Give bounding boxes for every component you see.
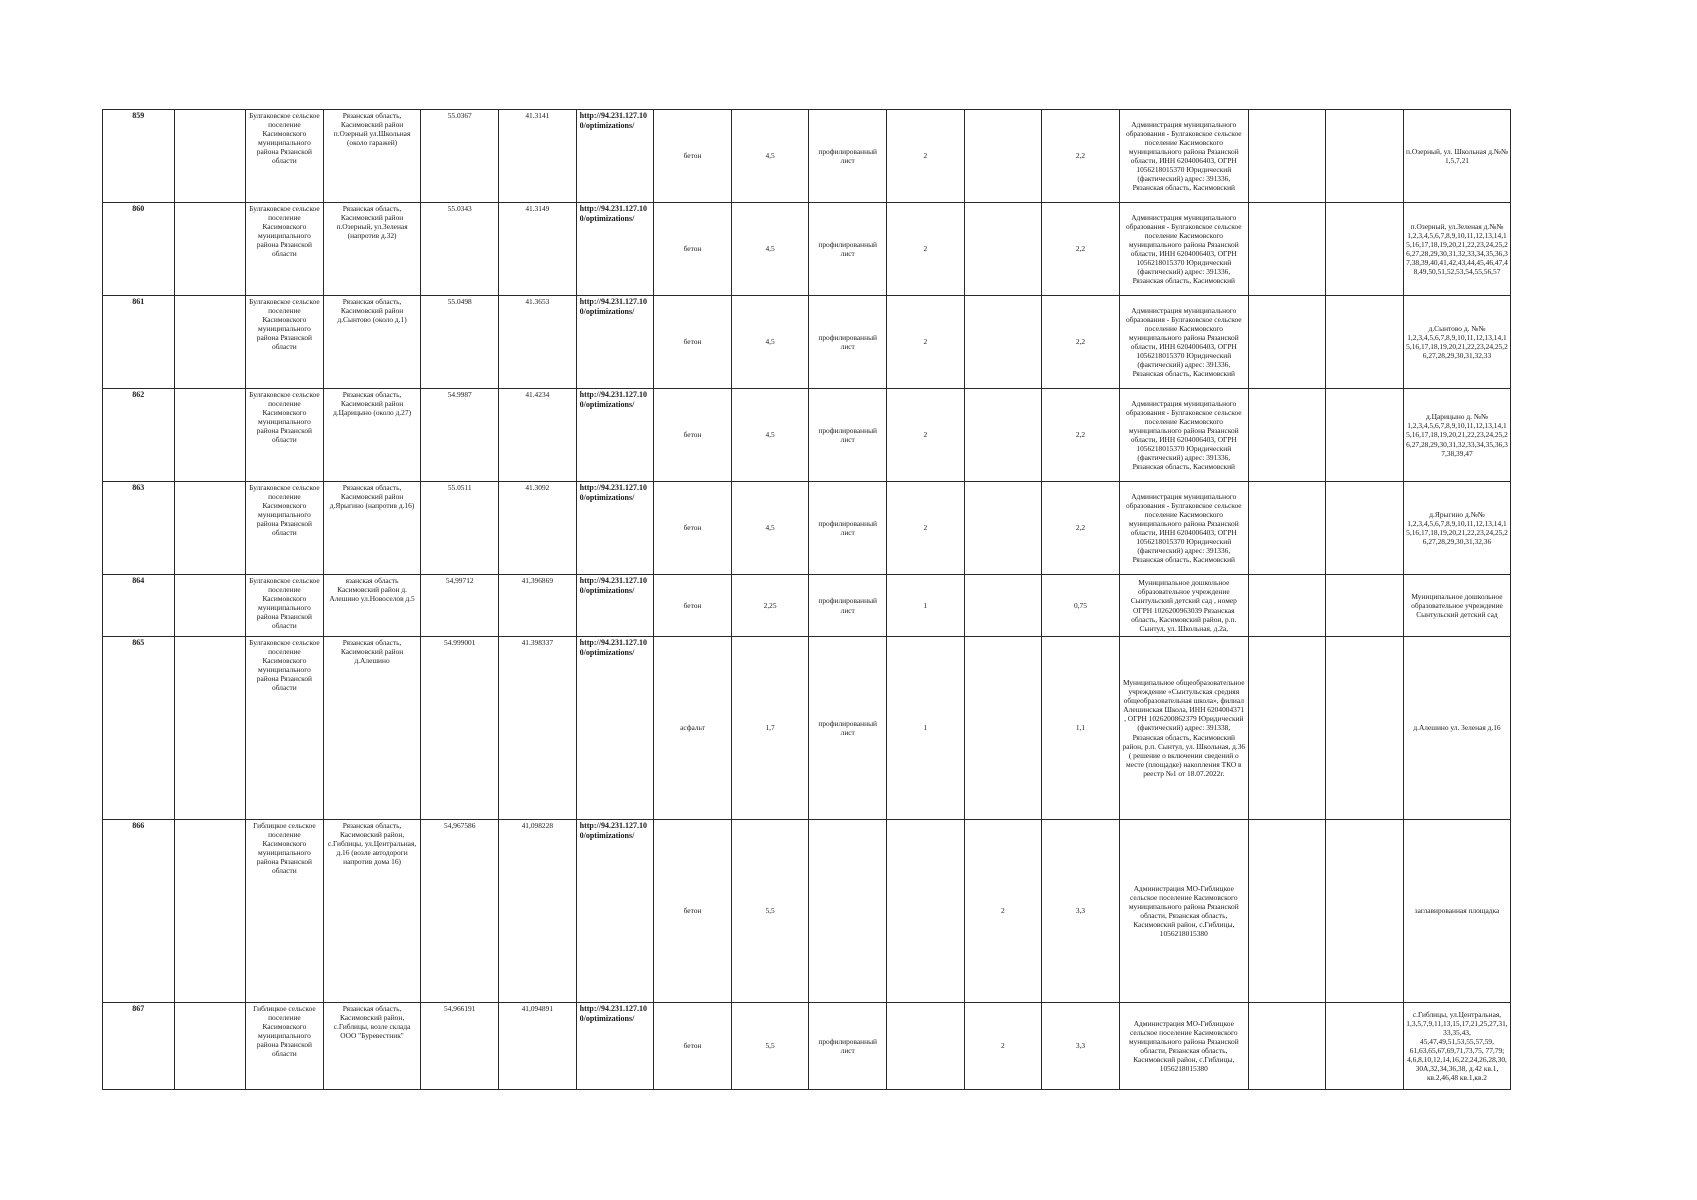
- bunker-count-cell: [964, 482, 1042, 575]
- empty-cell: [174, 820, 246, 1003]
- container-count-cell: [887, 820, 965, 1003]
- volume-text: 2,2: [1075, 151, 1086, 161]
- map-link-text: http://94.231.127.10 0/optimizations/: [579, 1004, 647, 1023]
- row-number-cell: [103, 637, 175, 820]
- surface-cell: [654, 203, 732, 296]
- owner-text: Администрация муниципального образования - Булгаковское сельское поселение Касимовского муниципального района Рязанской области, ИНН 6204006403, ОГРН 1056218015370 Юридический (фактический) адрес: 391336, Рязанская область, Касимовский: [1125, 398, 1242, 472]
- map-link-text: http://94.231.127.10 0/optimizations/: [579, 204, 647, 223]
- surface-text: бетон: [683, 906, 702, 916]
- row-number-text: 863: [132, 483, 145, 492]
- empty-cell: [1326, 820, 1404, 1003]
- address-cell: [323, 110, 421, 203]
- longitude-cell: [499, 575, 577, 637]
- area-text: 1,7: [765, 723, 775, 733]
- container-count-text: 2: [923, 337, 928, 347]
- fence-text: профилированный лист: [818, 518, 878, 537]
- fence-text: профилированный лист: [818, 332, 878, 351]
- volume-cell: [1042, 820, 1120, 1003]
- area-text: 4,5: [765, 244, 775, 254]
- empty-cell: [1248, 637, 1326, 820]
- latitude-cell: [421, 820, 499, 1003]
- longitude-text: 41.4234: [525, 390, 550, 399]
- surface-cell: [654, 575, 732, 637]
- fence-text: профилированный лист: [818, 425, 878, 444]
- area-text: 4,5: [765, 523, 775, 533]
- row-number-cell: [103, 389, 175, 482]
- waste-source-text: заглавированная площадка: [1414, 906, 1500, 916]
- latitude-cell: [421, 637, 499, 820]
- bunker-count-cell: [964, 1003, 1042, 1090]
- row-number-cell: [103, 482, 175, 575]
- container-count-text: 2: [923, 430, 928, 440]
- surface-text: бетон: [683, 1041, 702, 1051]
- area-text: 2,25: [763, 600, 777, 610]
- owner-text: Муниципальное дошкольное образовательное учреждение Сынтульский детский сад , номер ОГРН 1026200963039 Рязанская область, Касимовский район, р.п. Сынтул, ул. Школьная, д.2а,: [1130, 578, 1237, 633]
- latitude-text: 54,966191: [444, 1004, 476, 1013]
- volume-cell: [1042, 1003, 1120, 1090]
- address-cell: [323, 389, 421, 482]
- map-link-cell[interactable]: [576, 203, 654, 296]
- settlement-text: Булгаковское сельское поселение Касимовского муниципального района Рязанской области: [249, 638, 320, 693]
- area-cell: [731, 1003, 809, 1090]
- fence-cell: [809, 203, 887, 296]
- waste-source-cell: [1403, 820, 1510, 1003]
- settlement-cell: [246, 389, 324, 482]
- row-number-text: 866: [132, 821, 145, 830]
- settlement-cell: [246, 296, 324, 389]
- waste-source-text: п.Озерный, ул.Зеленая д.№№ 1,2,3,4,5,6,7,8,9,10,11,12,13,14,15,16,17,18,19,20,21,22,23,24,25,26,27,28,29,30,31,32,33,34,35,36,37,38,39,40,41,42,43,44,45,46,47,48,49,50,51,52,53,54,55,56,57: [1406, 221, 1508, 277]
- area-text: 4,5: [765, 337, 775, 347]
- row-number-text: 865: [132, 638, 145, 647]
- empty-cell: [1326, 575, 1404, 637]
- map-link-text: http://94.231.127.10 0/optimizations/: [579, 821, 647, 840]
- table-row: [103, 575, 1511, 637]
- row-number-text: 862: [132, 390, 145, 399]
- longitude-cell: [499, 820, 577, 1003]
- table-row: [103, 637, 1511, 820]
- volume-cell: [1042, 110, 1120, 203]
- address-text: Рязанская область, Касимовский район, с.Гиблицы, возле склада ООО "Буревестник": [333, 1004, 411, 1041]
- settlement-cell: [246, 110, 324, 203]
- waste-source-text: д.Ярыгино д.№№ 1,2,3,4,5,6,7,8,9,10,11,12,13,14,15,16,17,18,19,20,21,22,23,24,25,26,27,28,29,30,31,32,36: [1406, 509, 1508, 547]
- settlement-text: Булгаковское сельское поселение Касимовского муниципального района Рязанской области: [249, 390, 320, 445]
- waste-source-text: Муниципальное дошкольное образовательное учреждение Сынтульский детский сад: [1411, 591, 1503, 620]
- empty-cell: [174, 389, 246, 482]
- bunker-count-cell: [964, 296, 1042, 389]
- bunker-count-text: 2: [1001, 1041, 1005, 1051]
- area-text: 5,5: [765, 1041, 775, 1051]
- latitude-text: 55.0343: [447, 204, 472, 213]
- empty-cell: [174, 203, 246, 296]
- container-count-text: 2: [923, 151, 928, 161]
- waste-source-cell: [1403, 575, 1510, 637]
- waste-source-cell: [1403, 296, 1510, 389]
- volume-text: 2,2: [1075, 430, 1086, 440]
- address-text: Рязанская область, Касимовский район д.Сынтово (около д.1): [337, 297, 407, 325]
- surface-cell: [654, 637, 732, 820]
- area-cell: [731, 482, 809, 575]
- volume-text: 2,2: [1075, 337, 1086, 347]
- volume-cell: [1042, 203, 1120, 296]
- table-row: [103, 482, 1511, 575]
- latitude-cell: [421, 575, 499, 637]
- empty-cell: [1326, 110, 1404, 203]
- address-text: Рязанская область, Касимовский район п.Озерный, ул.Зеленая (напротив д.32): [336, 204, 408, 241]
- address-text: Рязанская область, Касимовский район, с.Гиблицы, ул.Центральная, д.16 (возле автодороги напротив дома 16): [327, 821, 417, 867]
- container-count-cell: [887, 637, 965, 820]
- fence-cell: [809, 1003, 887, 1090]
- map-link-text: http://94.231.127.10 0/optimizations/: [579, 483, 647, 502]
- row-number-text: 867: [132, 1004, 145, 1013]
- map-link-text: http://94.231.127.10 0/optimizations/: [579, 111, 647, 130]
- latitude-text: 54,99712: [445, 576, 474, 585]
- settlement-text: Гиблицкое сельское поселение Касимовского муниципального района Рязанской области: [253, 1004, 316, 1059]
- empty-cell: [1248, 820, 1326, 1003]
- latitude-cell: [421, 1003, 499, 1090]
- owner-cell: [1119, 296, 1248, 389]
- map-link-cell[interactable]: [576, 296, 654, 389]
- fence-cell: [809, 575, 887, 637]
- container-count-text: 1: [923, 600, 928, 610]
- map-link-text: http://94.231.127.10 0/optimizations/: [579, 638, 647, 657]
- map-link-cell[interactable]: [576, 1003, 654, 1090]
- settlement-text: Булгаковское сельское поселение Касимовского муниципального района Рязанской области: [249, 576, 320, 631]
- fence-text: профилированный лист: [818, 718, 878, 737]
- surface-cell: [654, 482, 732, 575]
- waste-source-cell: [1403, 482, 1510, 575]
- owner-cell: [1119, 820, 1248, 1003]
- table-row: [103, 203, 1511, 296]
- longitude-text: 41,396869: [521, 576, 554, 585]
- owner-text: Администрация муниципального образования - Булгаковское сельское поселение Касимовского муниципального района Рязанской области, ИНН 6204006403, ОГРН 1056218015370 Юридический (фактический) адрес: 391336, Рязанская область, Касимовский: [1125, 119, 1242, 193]
- row-number-cell: [103, 575, 175, 637]
- empty-cell: [1326, 203, 1404, 296]
- longitude-text: 41.398337: [521, 638, 554, 647]
- volume-cell: [1042, 637, 1120, 820]
- address-text: Рязанская область, Касимовский район д.Алешино: [340, 638, 404, 666]
- settlement-cell: [246, 203, 324, 296]
- address-text: Рязанская область, Касимовский район д.Царицыно (около д.27): [333, 390, 412, 418]
- empty-cell: [174, 637, 246, 820]
- container-count-cell: [887, 575, 965, 637]
- surface-text: бетон: [683, 151, 702, 161]
- row-number-cell: [103, 1003, 175, 1090]
- longitude-text: 41,098228: [521, 821, 554, 830]
- longitude-text: 41.3653: [525, 297, 550, 306]
- fence-text: профилированный лист: [818, 596, 878, 615]
- table-row: [103, 820, 1511, 1003]
- area-cell: [731, 203, 809, 296]
- empty-cell: [174, 482, 246, 575]
- volume-cell: [1042, 389, 1120, 482]
- row-number-text: 864: [132, 576, 145, 585]
- fence-cell: [809, 389, 887, 482]
- waste-source-cell: [1403, 1003, 1510, 1090]
- map-link-text: http://94.231.127.10 0/optimizations/: [579, 576, 647, 595]
- address-cell: [323, 1003, 421, 1090]
- latitude-cell: [421, 110, 499, 203]
- fence-cell: [809, 110, 887, 203]
- surface-text: бетон: [683, 600, 702, 610]
- latitude-cell: [421, 203, 499, 296]
- owner-text: Муниципальное общеобразовательное учреждение «Сынтульская средняя общеобразовательная школа», филиал Алешинская Школа, ИНН 6204004371 , ОГРН 1026200862379 Юридический (фактический) адрес: 391338, Рязанская область, Касимовский район, р.п. Сынтул, ул. Школьная, д.36 ( решение о включении сведений о месте (площадке) накопления ТКО в реестр №1 от 18.07.2022г.: [1122, 677, 1246, 778]
- map-link-text: http://94.231.127.10 0/optimizations/: [579, 297, 647, 316]
- empty-cell: [174, 1003, 246, 1090]
- address-cell: [323, 820, 421, 1003]
- surface-text: бетон: [683, 523, 702, 533]
- area-text: 4,5: [765, 430, 775, 440]
- longitude-text: 41.3092: [525, 483, 550, 492]
- empty-cell: [1248, 296, 1326, 389]
- empty-cell: [1326, 1003, 1404, 1090]
- map-link-cell[interactable]: [576, 110, 654, 203]
- fence-cell: [809, 482, 887, 575]
- empty-cell: [1248, 389, 1326, 482]
- longitude-cell: [499, 482, 577, 575]
- latitude-text: 55.0367: [447, 111, 472, 120]
- container-count-cell: [887, 203, 965, 296]
- fence-text: профилированный лист: [818, 146, 878, 165]
- latitude-text: 54.999001: [444, 638, 476, 647]
- volume-cell: [1042, 482, 1120, 575]
- settlement-text: Булгаковское сельское поселение Касимовского муниципального района Рязанской области: [249, 297, 320, 352]
- owner-cell: [1119, 203, 1248, 296]
- settlement-cell: [246, 1003, 324, 1090]
- volume-text: 2,2: [1075, 523, 1086, 533]
- volume-cell: [1042, 575, 1120, 637]
- waste-source-text: п.Озерный, ул. Школьная д.№№ 1,5,7,21: [1406, 146, 1508, 165]
- settlement-cell: [246, 637, 324, 820]
- surface-cell: [654, 1003, 732, 1090]
- latitude-text: 55.0511: [447, 483, 472, 492]
- address-cell: [323, 482, 421, 575]
- volume-text: 1,1: [1075, 723, 1086, 733]
- map-link-cell[interactable]: [576, 820, 654, 1003]
- surface-text: бетон: [683, 244, 702, 254]
- waste-source-text: д.Алешино ул. Зеленая д.16: [1413, 723, 1501, 733]
- waste-site-registry-table: [102, 109, 1511, 1090]
- fence-text: профилированный лист: [818, 239, 878, 258]
- surface-cell: [654, 110, 732, 203]
- address-cell: [323, 296, 421, 389]
- owner-text: Администрация муниципального образования - Булгаковское сельское поселение Касимовского муниципального района Рязанской области, ИНН 6204006403, ОГРН 1056218015370 Юридический (фактический) адрес: 391336, Рязанская область, Касимовский: [1125, 305, 1242, 379]
- fence-cell: [809, 820, 887, 1003]
- empty-cell: [1326, 296, 1404, 389]
- latitude-text: 55.0498: [447, 297, 472, 306]
- address-text: Рязанская область, Касимовский район п.Озерный ул.Школьная (около гаражей): [333, 111, 411, 148]
- bunker-count-cell: [964, 575, 1042, 637]
- row-number-cell: [103, 110, 175, 203]
- settlement-cell: [246, 575, 324, 637]
- longitude-cell: [499, 389, 577, 482]
- volume-text: 2,2: [1075, 244, 1086, 254]
- bunker-count-cell: [964, 820, 1042, 1003]
- owner-cell: [1119, 482, 1248, 575]
- owner-text: Администрация муниципального образования - Булгаковское сельское поселение Касимовского муниципального района Рязанской области, ИНН 6204006403, ОГРН 1056218015370 Юридический (фактический) адрес: 391336, Рязанская область, Касимовский: [1125, 212, 1242, 286]
- container-count-text: 1: [923, 723, 928, 733]
- bunker-count-cell: [964, 110, 1042, 203]
- longitude-cell: [499, 1003, 577, 1090]
- surface-cell: [654, 296, 732, 389]
- fence-text: профилированный лист: [818, 1036, 878, 1055]
- area-cell: [731, 110, 809, 203]
- volume-cell: [1042, 296, 1120, 389]
- settlement-cell: [246, 482, 324, 575]
- registry-body: [103, 110, 1511, 1090]
- waste-source-text: д.Царицыно д. №№ 1,2,3,4,5,6,7,8,9,10,11,12,13,14,15,16,17,18,19,20,21,22,23,24,25,26,27,28,29,30,31,32,33,34,35,36,37,38,39,47: [1406, 412, 1508, 458]
- empty-cell: [1248, 110, 1326, 203]
- area-cell: [731, 296, 809, 389]
- owner-text: Администрация МО-Гиблицкое сельское поселение Касимовского муниципального района Рязанской области, Рязанская область, Касимовский район, с.Гиблицы, 1056218015380: [1128, 883, 1239, 939]
- latitude-cell: [421, 482, 499, 575]
- bunker-count-cell: [964, 203, 1042, 296]
- area-cell: [731, 820, 809, 1003]
- empty-cell: [1248, 203, 1326, 296]
- settlement-text: Булгаковское сельское поселение Касимовского муниципального района Рязанской области: [249, 204, 320, 259]
- volume-text: 3,3: [1075, 906, 1086, 916]
- container-count-cell: [887, 482, 965, 575]
- longitude-cell: [499, 296, 577, 389]
- longitude-text: 41.3149: [525, 204, 550, 213]
- map-link-cell[interactable]: [576, 575, 654, 637]
- address-cell: [323, 203, 421, 296]
- bunker-count-cell: [964, 389, 1042, 482]
- surface-text: асфальт: [680, 723, 705, 733]
- area-text: 5,5: [765, 906, 775, 916]
- waste-source-text: д.Сынтово д. №№ 1,2,3,4,5,6,7,8,9,10,11,12,13,14,15,16,17,18,19,20,21,22,23,24,25,26,27,28,29,30,31,32,33: [1406, 323, 1508, 361]
- map-link-cell[interactable]: [576, 389, 654, 482]
- area-cell: [731, 389, 809, 482]
- fence-cell: [809, 296, 887, 389]
- volume-text: 3,3: [1075, 1041, 1086, 1051]
- row-number-cell: [103, 296, 175, 389]
- waste-source-cell: [1403, 389, 1510, 482]
- empty-cell: [1248, 575, 1326, 637]
- bunker-count-cell: [964, 637, 1042, 820]
- settlement-text: Гиблицкое сельское поселение Касимовского муниципального района Рязанской области: [253, 821, 316, 876]
- settlement-text: Булгаковское сельское поселение Касимовского муниципального района Рязанской области: [249, 483, 320, 538]
- empty-cell: [1326, 482, 1404, 575]
- latitude-text: 54,967586: [444, 821, 476, 830]
- address-text: Рязанская область, Касимовский район д.Ярыгино (напротив д.16): [329, 483, 415, 511]
- container-count-cell: [887, 1003, 965, 1090]
- table-row: [103, 110, 1511, 203]
- address-text: язанская область Касимовский район д. Алешино ул.Новоселов д.5: [329, 576, 415, 604]
- address-cell: [323, 575, 421, 637]
- map-link-cell[interactable]: [576, 637, 654, 820]
- owner-text: Администрация МО-Гиблицкое сельское поселение Касимовского муниципального района Рязанской области, Рязанская область, Касимовский район, с.Гиблицы, 1056218015380: [1128, 1018, 1239, 1074]
- volume-text: 0,75: [1074, 600, 1087, 610]
- area-cell: [731, 575, 809, 637]
- owner-cell: [1119, 575, 1248, 637]
- empty-cell: [174, 575, 246, 637]
- owner-cell: [1119, 110, 1248, 203]
- owner-text: Администрация муниципального образования - Булгаковское сельское поселение Касимовского муниципального района Рязанской области, ИНН 6204006403, ОГРН 1056218015370 Юридический (фактический) адрес: 391336, Рязанская область, Касимовский: [1125, 491, 1242, 565]
- owner-cell: [1119, 1003, 1248, 1090]
- waste-source-cell: [1403, 637, 1510, 820]
- row-number-text: 861: [132, 297, 145, 306]
- row-number-text: 859: [132, 111, 145, 120]
- table-row: [103, 389, 1511, 482]
- container-count-text: 2: [923, 244, 928, 254]
- longitude-text: 41.3141: [525, 111, 550, 120]
- owner-cell: [1119, 637, 1248, 820]
- container-count-cell: [887, 296, 965, 389]
- bunker-count-text: 2: [1001, 906, 1005, 916]
- table-row: [103, 296, 1511, 389]
- settlement-cell: [246, 820, 324, 1003]
- surface-cell: [654, 389, 732, 482]
- empty-cell: [1248, 482, 1326, 575]
- map-link-cell[interactable]: [576, 482, 654, 575]
- latitude-cell: [421, 389, 499, 482]
- map-link-text: http://94.231.127.10 0/optimizations/: [579, 390, 647, 409]
- empty-cell: [1326, 389, 1404, 482]
- longitude-cell: [499, 637, 577, 820]
- empty-cell: [174, 110, 246, 203]
- empty-cell: [174, 296, 246, 389]
- empty-cell: [1248, 1003, 1326, 1090]
- longitude-text: 41,094891: [521, 1004, 554, 1013]
- container-count-cell: [887, 389, 965, 482]
- longitude-cell: [499, 203, 577, 296]
- surface-cell: [654, 820, 732, 1003]
- area-cell: [731, 637, 809, 820]
- row-number-cell: [103, 203, 175, 296]
- row-number-cell: [103, 820, 175, 1003]
- waste-source-cell: [1403, 203, 1510, 296]
- surface-text: бетон: [683, 430, 702, 440]
- surface-text: бетон: [683, 337, 702, 347]
- longitude-cell: [499, 110, 577, 203]
- address-cell: [323, 637, 421, 820]
- latitude-text: 54.9987: [447, 390, 472, 399]
- container-count-text: 2: [923, 523, 928, 533]
- area-text: 4,5: [765, 151, 775, 161]
- empty-cell: [1326, 637, 1404, 820]
- container-count-cell: [887, 110, 965, 203]
- table-row: [103, 1003, 1511, 1090]
- latitude-cell: [421, 296, 499, 389]
- fence-cell: [809, 637, 887, 820]
- waste-source-cell: [1403, 110, 1510, 203]
- waste-source-text: с.Гиблицы, ул.Центральная, 1,3,5,7,9,11,13,15,17,21,25,27,31,33,35,43, 45,47,49,51,53,55,57,59, 61,63,65,67,69,71,73,75, 77,79; 4,6,8,10,12,14,16,22,24,26,28,30,30А,32,34,36,38, д.42 кв.1, кв.2,46,48 кв.1,кв.2: [1406, 1009, 1508, 1083]
- row-number-text: 860: [132, 204, 145, 213]
- owner-cell: [1119, 389, 1248, 482]
- settlement-text: Булгаковское сельское поселение Касимовского муниципального района Рязанской области: [249, 111, 320, 166]
